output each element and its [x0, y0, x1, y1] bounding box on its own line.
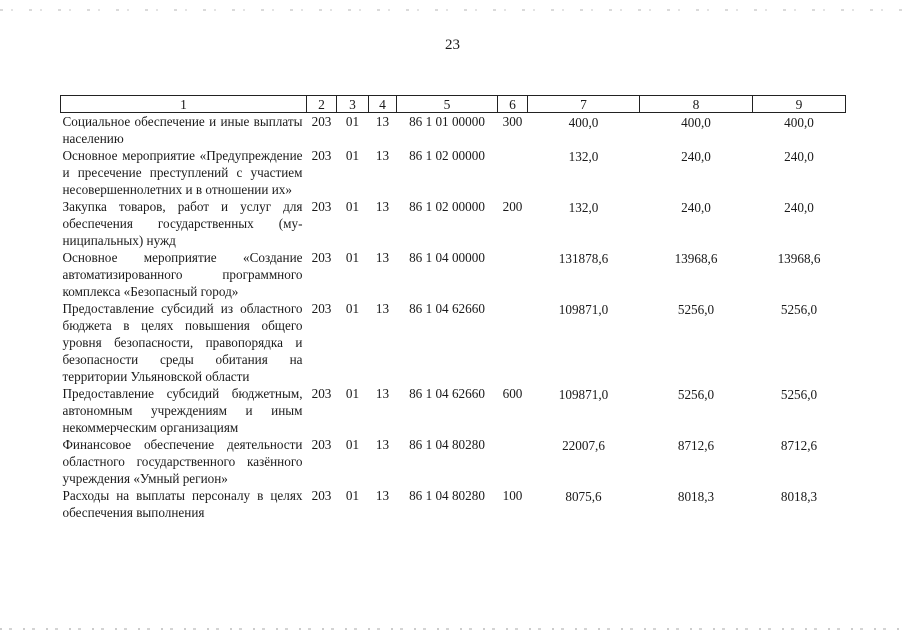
row-name: Расходы на выплаты персоналу в целях обеспечения выполнения [62, 488, 303, 520]
cell-amount-8: 5256,0 [677, 387, 715, 402]
row-name: Закупка товаров, работ и услуг для обеспечения государственных (муниципальных) нужд [62, 199, 303, 248]
table-row [61, 249, 846, 300]
col-header-3: 3 [337, 96, 369, 113]
table-row [61, 300, 846, 385]
cell-target-article: 86 1 04 00000 [409, 250, 485, 265]
cell-target-article: 86 1 02 00000 [409, 148, 485, 163]
cell-subsection: 13 [375, 199, 390, 214]
cell-amount-9: 5256,0 [780, 387, 818, 402]
cell-section: 01 [345, 488, 360, 503]
cell-subsection: 13 [375, 301, 390, 316]
col-header-6: 6 [498, 96, 528, 113]
row-name: Социальное обеспечение и иные выплаты населению [62, 114, 303, 146]
row-name: Финансовое обеспечение деятельности областного государственного казённого учреждения «Умный регион» [62, 437, 303, 486]
cell-amount-9: 8712,6 [780, 438, 818, 453]
cell-amount-8: 240,0 [681, 149, 711, 164]
cell-subsection: 13 [375, 114, 390, 129]
cell-amount-7: 132,0 [568, 149, 599, 164]
row-name: Предоставление субсидий бюджетным, автономным учреждениям и иным некоммерческим организациям [62, 386, 303, 435]
cell-ministry: 203 [311, 386, 332, 401]
cell-target-article: 86 1 04 80280 [409, 437, 485, 452]
cell-expense-type [498, 249, 528, 300]
cell-amount-9: 400,0 [784, 115, 814, 130]
cell-section: 01 [345, 114, 360, 129]
cell-section: 01 [345, 437, 360, 452]
table-row [61, 198, 846, 249]
cell-amount-8: 400,0 [681, 115, 711, 130]
cell-amount-7: 8075,6 [565, 489, 602, 504]
cell-amount-8: 8712,6 [677, 438, 715, 453]
cell-section: 01 [345, 199, 360, 214]
col-header-4: 4 [369, 96, 397, 113]
cell-target-article: 86 1 04 62660 [409, 301, 485, 316]
cell-ministry: 203 [311, 114, 332, 129]
cell-ministry: 203 [311, 437, 332, 452]
page-number: 23 [445, 37, 460, 53]
cell-subsection: 13 [375, 386, 390, 401]
cell-expense-type: 200 [502, 199, 523, 214]
cell-amount-9: 240,0 [784, 149, 814, 164]
cell-section: 01 [345, 301, 360, 316]
table-row [61, 487, 846, 521]
cell-target-article: 86 1 04 80280 [409, 488, 485, 503]
cell-target-article: 86 1 04 62660 [409, 386, 485, 401]
cell-amount-8: 13968,6 [674, 251, 718, 266]
table-row [61, 113, 846, 148]
table-row [61, 385, 846, 436]
cell-amount-9: 5256,0 [780, 302, 818, 317]
cell-ministry: 203 [311, 488, 332, 503]
row-name: Основное мероприятие «Создание автоматизированного программного комплекса «Безопасный город» [62, 250, 303, 299]
cell-amount-7: 22007,6 [562, 438, 605, 453]
cell-subsection: 13 [375, 148, 390, 163]
header-row [61, 96, 846, 113]
cell-expense-type: 100 [502, 488, 523, 503]
cell-expense-type: 600 [502, 386, 523, 401]
cell-target-article: 86 1 02 00000 [409, 199, 485, 214]
scan-artifact-top [0, 9, 905, 11]
cell-target-article: 86 1 01 00000 [409, 114, 485, 129]
cell-section: 01 [345, 148, 360, 163]
cell-subsection: 13 [375, 250, 390, 265]
col-header-5: 5 [397, 96, 498, 113]
cell-expense-type [498, 300, 528, 385]
cell-section: 01 [345, 250, 360, 265]
cell-amount-8: 5256,0 [677, 302, 715, 317]
col-header-2: 2 [307, 96, 337, 113]
cell-amount-8: 8018,3 [677, 489, 715, 504]
col-header-1: 1 [61, 96, 307, 113]
cell-subsection: 13 [375, 488, 390, 503]
cell-expense-type: 300 [502, 114, 523, 129]
col-header-7: 7 [528, 96, 640, 113]
row-name: Предоставление субсидий из областного бюджета в целях повышения общего уровня безопасности, правопорядка и безопасности среды обитания на территории Ульяновской области [62, 301, 303, 384]
scan-artifact-bottom [0, 628, 905, 630]
cell-amount-9: 8018,3 [780, 489, 818, 504]
cell-amount-7: 109871,0 [558, 387, 609, 402]
col-header-9: 9 [753, 96, 846, 113]
row-name: Основное мероприятие «Предупреждение и пресечение преступлений с участием несовершеннолетних и в отношении их» [62, 148, 303, 197]
cell-expense-type [498, 436, 528, 487]
cell-amount-7: 131878,6 [558, 251, 609, 266]
cell-ministry: 203 [311, 148, 332, 163]
cell-amount-7: 400,0 [568, 115, 599, 130]
cell-ministry: 203 [311, 199, 332, 214]
cell-amount-9: 13968,6 [777, 251, 821, 266]
cell-expense-type [498, 147, 528, 198]
cell-amount-8: 240,0 [681, 200, 711, 215]
table-row [61, 436, 846, 487]
col-header-8: 8 [640, 96, 753, 113]
cell-ministry: 203 [311, 301, 332, 316]
cell-ministry: 203 [311, 250, 332, 265]
cell-amount-9: 240,0 [784, 200, 814, 215]
table-row [61, 147, 846, 198]
cell-amount-7: 132,0 [568, 200, 599, 215]
cell-subsection: 13 [375, 437, 390, 452]
budget-table [60, 95, 846, 521]
cell-amount-7: 109871,0 [558, 302, 609, 317]
cell-section: 01 [345, 386, 360, 401]
